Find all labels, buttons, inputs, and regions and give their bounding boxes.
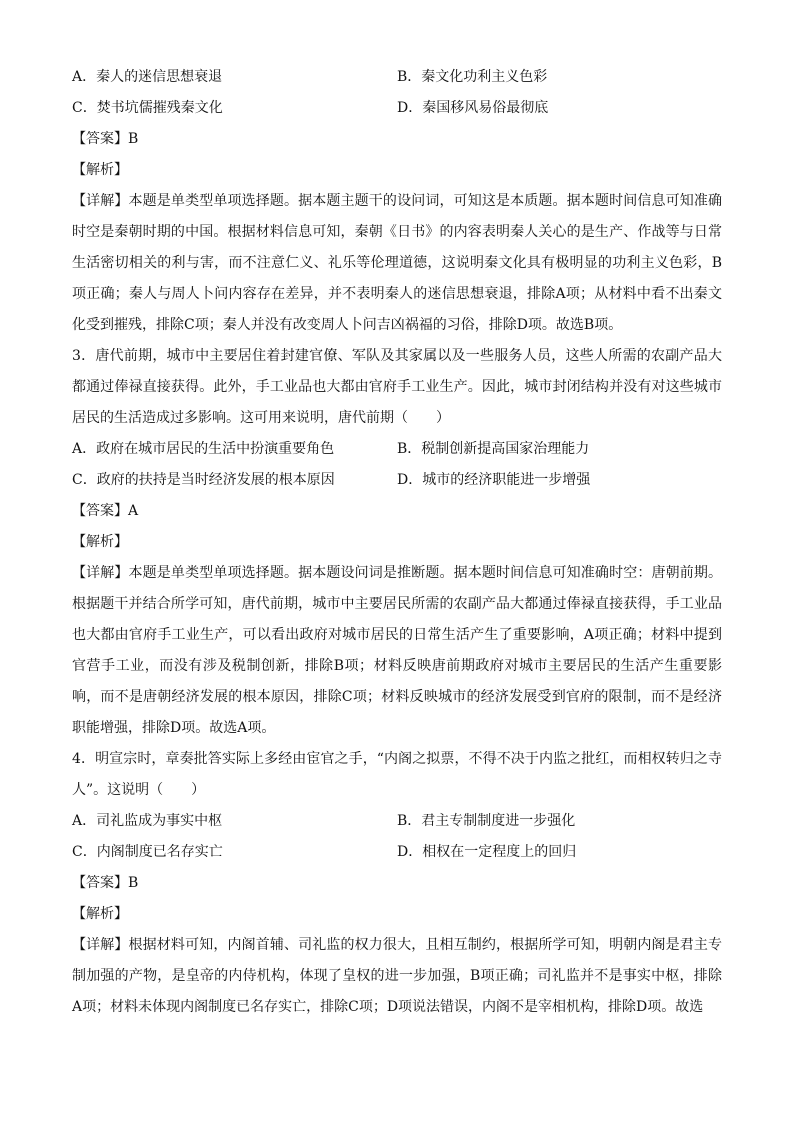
q3-answer: 【答案】A: [72, 503, 139, 519]
q4-options-row-2: [72, 837, 722, 868]
q4-option-b: B．君主专制制度进一步强化: [397, 813, 576, 829]
q2-detail: 【详解】本题是单类型单项选择题。据本题主题干的设问词，可知这是本质题。据本题时间信息可知准确时空是秦朝时期的中国。根据材料信息可知，秦朝《日书》的内容表明秦人关心的是生产、作战等与日常生活密切相关的利与害，而不注意仁义、礼乐等伦理道德，这说明秦文化具有极明显的功利主义色彩，B项正确；秦人与周人卜问内容存在差异，并不表明秦人的迷信思想衰退，排除A项；从材料中看不出秦文化受到摧残，排除C项；秦人并没有改变周人卜问吉凶祸福的习俗，排除D项。故选B项。: [72, 193, 722, 333]
q3-option-c: C．政府的扶持是当时经济发展的根本原因: [72, 472, 335, 488]
q3-detail: 【详解】本题是单类型单项选择题。据本题设问词是推断题。据本题时间信息可知准确时空：唐朝前期。根据题干并结合所学可知，唐代前期，城市中主要居民所需的农副产品大都通过俸禄直接获得，手工业品也大都由官府手工业生产，可以看出政府对城市居民的日常生活产生了重要影响，A项正确；材料中提到官营手工业，而没有涉及税制创新，排除B项；材料反映唐前期政府对城市主要居民的生活产生重要影响，而不是唐朝经济发展的根本原因，排除C项；材料反映城市的经济发展受到官府的限制，而不是经济职能增强，排除D项。故选A项。: [72, 565, 722, 736]
q4-option-c: C．内阁制度已名存实亡: [72, 844, 223, 860]
q2-options-row-1: [72, 62, 722, 93]
q4-detail: 【详解】根据材料可知，内阁首辅、司礼监的权力很大，且相互制约，根据所学可知，明朝内阁是君主专制加强的产物，是皇帝的内侍机构，体现了皇权的进一步加强，B项正确；司礼监并不是事实中枢，排除A项；材料未体现内阁制度已名存实亡，排除C项；D项说法错误，内阁不是宰相机构，排除D项。故选: [72, 937, 722, 1015]
q4-answer: 【答案】B: [72, 875, 139, 891]
q3-options-row-1: [72, 434, 722, 465]
q3-stem: 3．唐代前期，城市中主要居住着封建官僚、军队及其家属以及一些服务人员，这些人所需的农副产品大都通过俸禄直接获得。此外，手工业品也大都由官府手工业生产。因此，城市封闭结构并没有对这些城市居民的生活造成过多影响。这可用来说明，唐代前期（ ）: [72, 348, 722, 426]
q3-options-row-2: [72, 465, 722, 496]
q3-option-a: A．政府在城市居民的生活中扮演重要角色: [72, 441, 335, 457]
q2-option-c: C．焚书坑儒摧残秦文化: [72, 100, 223, 116]
q4-option-d: D．相权在一定程度上的回归: [397, 844, 577, 860]
q4-option-a: A．司礼监成为事实中枢: [72, 813, 223, 829]
q3-option-b: B．税制创新提高国家治理能力: [397, 441, 590, 457]
q2-options-row-2: [72, 93, 722, 124]
q3-option-d: D．城市的经济职能进一步增强: [397, 472, 591, 488]
q4-stem: 4．明宣宗时，章奏批答实际上多经由宦官之手，“内阁之拟票，不得不决于内监之批红，而相权转归之寺人”。这说明（ ）: [72, 751, 722, 798]
q2-analysis-title: 【解析】: [72, 162, 128, 178]
q3-analysis-title: 【解析】: [72, 534, 128, 550]
q4-options-row-1: [72, 806, 722, 837]
document-page: [72, 62, 722, 1023]
q2-answer: 【答案】B: [72, 131, 139, 147]
q2-option-d: D．秦国移风易俗最彻底: [397, 100, 549, 116]
q2-option-b: B．秦文化功利主义色彩: [397, 69, 548, 85]
q2-option-a: A．秦人的迷信思想衰退: [72, 69, 223, 85]
q4-analysis-title: 【解析】: [72, 906, 128, 922]
